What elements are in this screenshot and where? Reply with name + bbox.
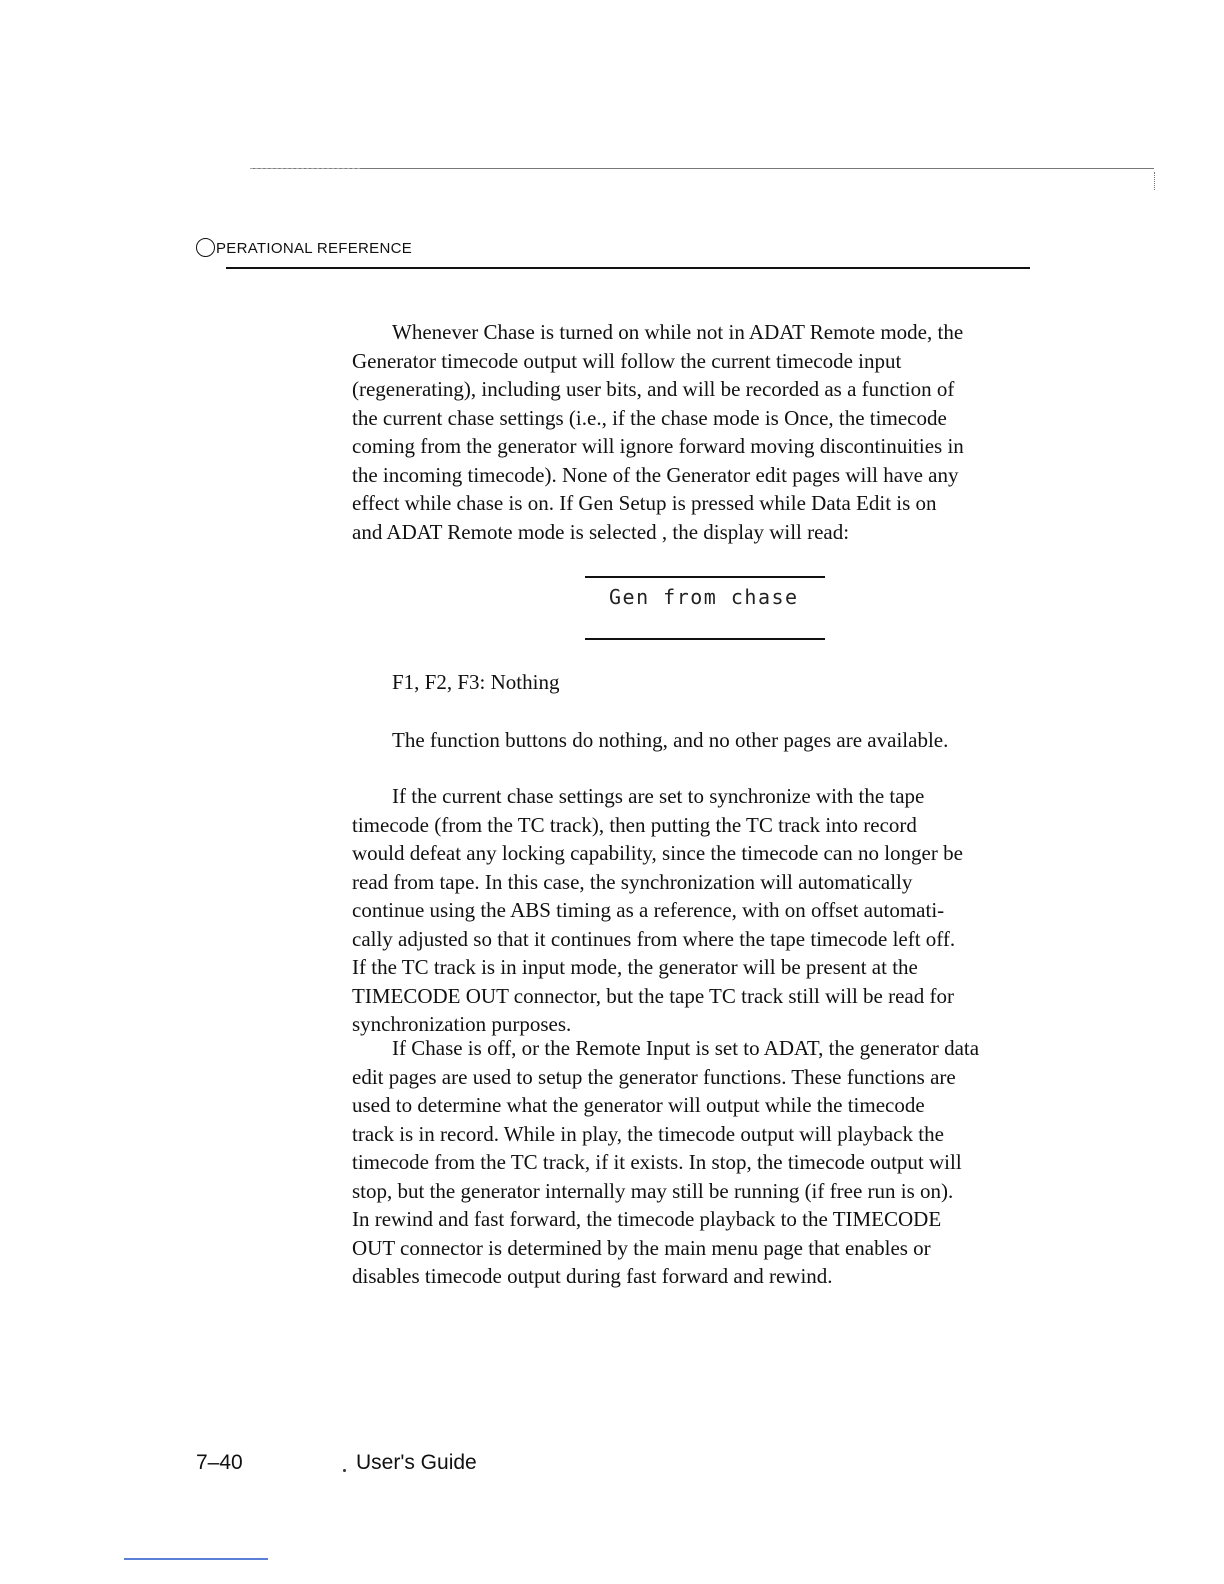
header-title: PERATIONAL REFERENCE	[216, 240, 413, 257]
display-readout: Gen from chase	[609, 585, 799, 609]
footer-page-number: 7–40	[196, 1451, 243, 1474]
paragraph-chase-generator: Whenever Chase is turned on while not in ADAT Remote mode, the Generator timecode output will follow the current timecode input (regenerating), including user bits, and will be recorded as a function of the current chase settings (i.e., if the chase mode is Once, the timecode coming from the generator will ignore forward moving discontinuities in the incoming timecode). None of the Generator edit pages will have any effect while chase is on. If Gen Setup is pressed while Data Edit is on and ADAT Remote mode is selected , the display will read:	[352, 320, 964, 544]
footer-title: User's Guide	[356, 1451, 477, 1474]
section-header	[196, 238, 412, 257]
header-rule	[226, 267, 1030, 269]
header-initial-o	[196, 238, 215, 257]
footer-scan-dot	[343, 1469, 346, 1472]
display-top-rule	[585, 576, 825, 578]
bottom-scan-rule	[124, 1558, 268, 1560]
top-scan-rule	[250, 168, 1154, 169]
edge-scan-mark	[1154, 172, 1157, 190]
paragraph-function-buttons: The function buttons do nothing, and no other pages are available.	[392, 728, 949, 752]
paragraph-tc-track-record: If the current chase settings are set to synchronize with the tape timecode (from the TC track), then putting the TC track into record would defeat any locking capability, since the timecode can no longer be read from tape. In this case, the synchronization will automatically continue using the ABS timing as a reference, with on offset automati- cally adjusted so that it continues from where the tape timecode left off. If the TC track is in input mode, the generator will be present at the TIMECODE OUT connector, but the tape TC track still will be read for synchronization purposes.	[352, 784, 963, 1036]
top-scan-rule-fragment	[250, 168, 360, 169]
paragraph-chase-off: If Chase is off, or the Remote Input is set to ADAT, the generator data edit pages are used to setup the generator functions. These functions are used to determine what the generator will output while the timecode track is in record. While in play, the timecode output will playback the timecode from the TC track, if it exists. In stop, the timecode output will stop, but the generator internally may still be running (if free run is on). In rewind and fast forward, the timecode playback to the TIMECODE OUT connector is determined by the main menu page that enables or disables timecode output during fast forward and rewind.	[352, 1036, 980, 1288]
display-bottom-rule	[585, 638, 825, 640]
function-keys-line: F1, F2, F3: Nothing	[392, 670, 560, 694]
